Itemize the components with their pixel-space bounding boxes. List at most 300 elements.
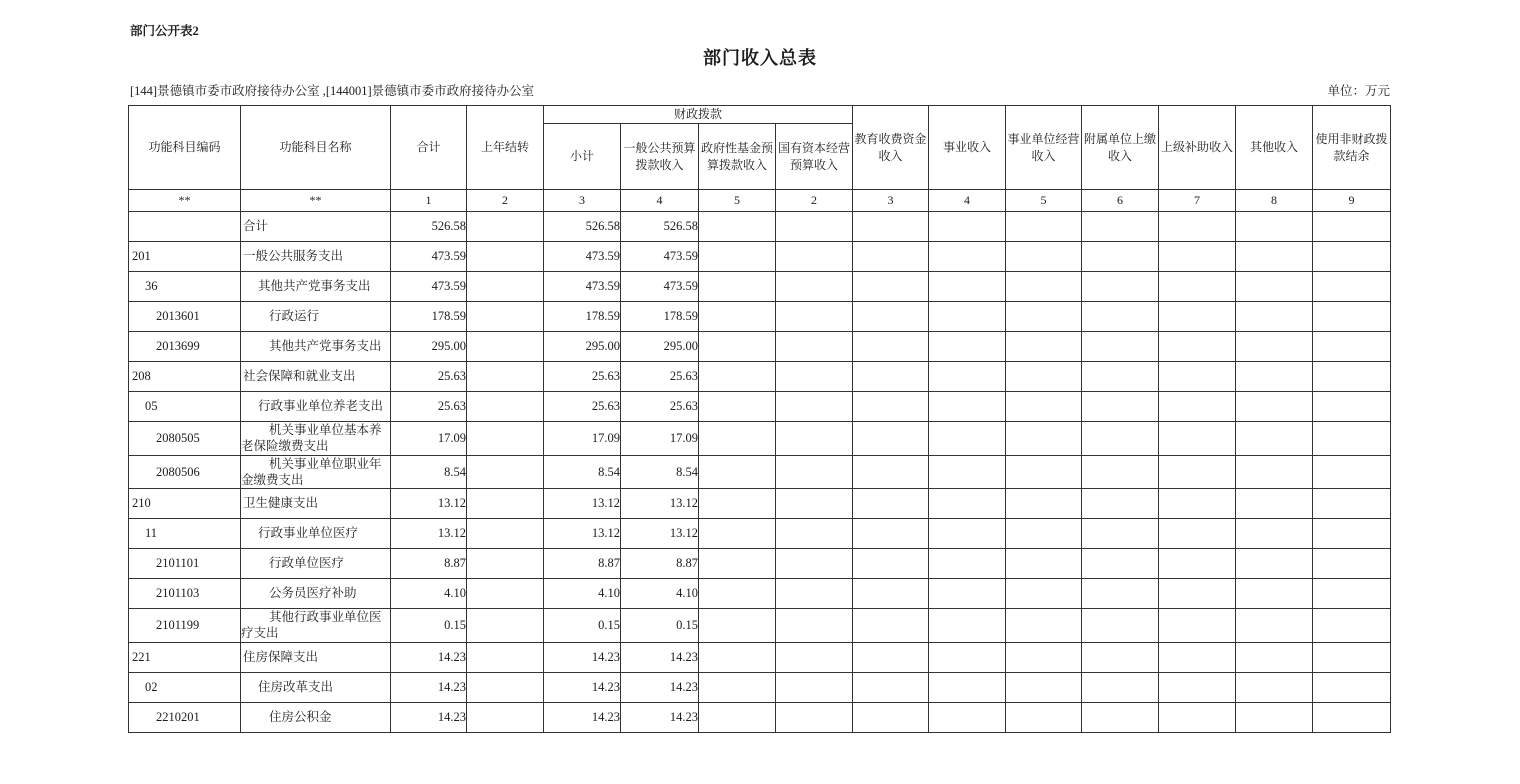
- row-function-name: 行政单位医疗: [241, 549, 391, 579]
- row-value: 295.00: [621, 332, 699, 362]
- row-function-name: 公务员医疗补助: [241, 579, 391, 609]
- table-row: [129, 272, 1391, 302]
- row-value: [929, 302, 1006, 332]
- row-value: [776, 242, 853, 272]
- budget-income-table: [128, 105, 1391, 733]
- row-function-name: 社会保障和就业支出: [241, 362, 391, 392]
- row-value: [1082, 272, 1159, 302]
- row-value: [1082, 212, 1159, 242]
- table-row: [129, 302, 1391, 332]
- row-value: [776, 609, 853, 643]
- row-value: [1313, 642, 1391, 672]
- col-num: 4: [929, 190, 1006, 212]
- row-value: [776, 302, 853, 332]
- row-value: [699, 455, 776, 489]
- row-value: [1236, 332, 1313, 362]
- col-num: 2: [467, 190, 544, 212]
- row-value: [776, 489, 853, 519]
- row-value: [1082, 422, 1159, 456]
- row-value: [467, 642, 544, 672]
- row-value: 0.15: [621, 609, 699, 643]
- row-value: [929, 212, 1006, 242]
- row-value: [1006, 362, 1082, 392]
- row-function-code: 2080506: [129, 455, 241, 489]
- row-value: [929, 672, 1006, 702]
- row-value: [1236, 519, 1313, 549]
- row-function-code: 36: [129, 272, 241, 302]
- row-value: [1313, 579, 1391, 609]
- row-value: 4.10: [391, 579, 467, 609]
- group-header-fiscal-allocation: 财政拨款: [544, 106, 853, 124]
- col-header-total: 合计: [391, 106, 467, 190]
- row-value: [929, 455, 1006, 489]
- row-function-code: 210: [129, 489, 241, 519]
- row-value: [1159, 455, 1236, 489]
- row-value: [1159, 302, 1236, 332]
- row-value: 25.63: [544, 362, 621, 392]
- row-function-code: 221: [129, 642, 241, 672]
- row-value: [853, 362, 929, 392]
- row-value: [1006, 672, 1082, 702]
- row-value: 473.59: [544, 242, 621, 272]
- row-value: [1236, 609, 1313, 643]
- table-row: [129, 455, 1391, 489]
- row-value: 473.59: [621, 242, 699, 272]
- row-value: [929, 702, 1006, 732]
- row-function-code: [129, 212, 241, 242]
- row-function-name: 合计: [241, 212, 391, 242]
- row-value: [1159, 549, 1236, 579]
- row-value: [1006, 455, 1082, 489]
- row-value: [1313, 672, 1391, 702]
- table-body: [129, 212, 1391, 733]
- col-num: **: [129, 190, 241, 212]
- row-value: [1159, 489, 1236, 519]
- row-value: 473.59: [621, 272, 699, 302]
- row-value: 25.63: [621, 392, 699, 422]
- col-num: 3: [544, 190, 621, 212]
- col-num: 1: [391, 190, 467, 212]
- row-value: [467, 302, 544, 332]
- row-value: [1236, 672, 1313, 702]
- col-header-non-fiscal-balance: 使用非财政拨款结余: [1313, 106, 1391, 190]
- row-value: [776, 579, 853, 609]
- col-header-function-code: 功能科目编码: [129, 106, 241, 190]
- row-value: [1006, 302, 1082, 332]
- row-value: 25.63: [391, 362, 467, 392]
- row-value: 25.63: [544, 392, 621, 422]
- row-value: 13.12: [544, 519, 621, 549]
- row-value: [853, 212, 929, 242]
- row-value: [467, 392, 544, 422]
- col-num: 3: [853, 190, 929, 212]
- row-value: [1006, 549, 1082, 579]
- row-value: [1313, 212, 1391, 242]
- col-header-government-fund-budget-income: 政府性基金预算拨款收入: [699, 124, 776, 190]
- col-header-other-income: 其他收入: [1236, 106, 1313, 190]
- row-value: [699, 242, 776, 272]
- row-value: [1159, 392, 1236, 422]
- row-value: [1236, 212, 1313, 242]
- row-value: [853, 642, 929, 672]
- table-row: [129, 609, 1391, 643]
- row-value: [699, 519, 776, 549]
- table-row: [129, 549, 1391, 579]
- col-num: 4: [621, 190, 699, 212]
- row-value: [776, 212, 853, 242]
- row-function-name: 卫生健康支出: [241, 489, 391, 519]
- row-value: 14.23: [544, 702, 621, 732]
- page-title: 部门收入总表: [703, 48, 817, 68]
- row-value: [467, 362, 544, 392]
- row-value: [467, 422, 544, 456]
- row-value: [699, 392, 776, 422]
- col-header-education-fee-income: 教育收费资金收入: [853, 106, 929, 190]
- row-value: [1006, 702, 1082, 732]
- row-value: [1313, 302, 1391, 332]
- row-value: [1006, 519, 1082, 549]
- col-num: 6: [1082, 190, 1159, 212]
- row-value: 14.23: [621, 702, 699, 732]
- row-value: [1082, 455, 1159, 489]
- row-value: [776, 392, 853, 422]
- row-value: [1313, 549, 1391, 579]
- row-value: [699, 212, 776, 242]
- row-value: 473.59: [391, 242, 467, 272]
- row-function-code: 2210201: [129, 702, 241, 732]
- row-value: 8.87: [621, 549, 699, 579]
- row-function-name: 行政事业单位医疗: [241, 519, 391, 549]
- row-value: [1006, 422, 1082, 456]
- row-value: [1313, 519, 1391, 549]
- row-value: 25.63: [621, 362, 699, 392]
- row-value: [1159, 242, 1236, 272]
- row-value: [699, 362, 776, 392]
- row-value: [1082, 242, 1159, 272]
- row-value: 8.54: [391, 455, 467, 489]
- col-header-superior-subsidy-income: 上级补助收入: [1159, 106, 1236, 190]
- row-value: 13.12: [544, 489, 621, 519]
- row-value: [1313, 242, 1391, 272]
- row-value: [699, 702, 776, 732]
- row-value: [853, 672, 929, 702]
- row-value: [1006, 212, 1082, 242]
- column-number-row: [129, 190, 1391, 212]
- row-value: [467, 519, 544, 549]
- row-function-name: 其他共产党事务支出: [241, 272, 391, 302]
- row-value: [776, 672, 853, 702]
- row-value: [1236, 272, 1313, 302]
- col-header-general-public-budget-income: 一般公共预算拨款收入: [621, 124, 699, 190]
- row-value: [1313, 609, 1391, 643]
- row-value: [1006, 272, 1082, 302]
- row-value: [853, 455, 929, 489]
- row-value: [1006, 332, 1082, 362]
- row-value: [1236, 579, 1313, 609]
- col-num: 7: [1159, 190, 1236, 212]
- row-value: [699, 302, 776, 332]
- row-value: [853, 242, 929, 272]
- row-value: [699, 422, 776, 456]
- row-value: 8.87: [391, 549, 467, 579]
- row-value: [1159, 212, 1236, 242]
- row-value: [1236, 489, 1313, 519]
- row-value: [1236, 302, 1313, 332]
- table-row: [129, 489, 1391, 519]
- row-function-code: 2101103: [129, 579, 241, 609]
- row-value: [853, 579, 929, 609]
- row-value: [1006, 242, 1082, 272]
- row-value: [1082, 642, 1159, 672]
- row-value: 14.23: [391, 642, 467, 672]
- row-function-code: 2013601: [129, 302, 241, 332]
- row-function-name: 行政运行: [241, 302, 391, 332]
- row-value: 14.23: [391, 702, 467, 732]
- row-value: 178.59: [621, 302, 699, 332]
- row-value: [1159, 519, 1236, 549]
- row-value: 8.54: [544, 455, 621, 489]
- row-function-code: 2101101: [129, 549, 241, 579]
- row-value: [929, 609, 1006, 643]
- row-function-code: 05: [129, 392, 241, 422]
- row-value: [1313, 455, 1391, 489]
- row-value: 13.12: [391, 489, 467, 519]
- table-row: [129, 392, 1391, 422]
- row-function-name: 行政事业单位养老支出: [241, 392, 391, 422]
- row-value: [1159, 579, 1236, 609]
- row-value: 17.09: [391, 422, 467, 456]
- row-value: [929, 332, 1006, 362]
- row-value: [853, 332, 929, 362]
- row-value: [853, 392, 929, 422]
- row-value: 17.09: [544, 422, 621, 456]
- row-value: 295.00: [544, 332, 621, 362]
- row-value: [776, 455, 853, 489]
- table-row: [129, 212, 1391, 242]
- row-value: 14.23: [544, 642, 621, 672]
- row-value: [699, 609, 776, 643]
- row-value: [1082, 519, 1159, 549]
- table-header: [129, 106, 1391, 212]
- row-function-name: 其他行政事业单位医疗支出: [241, 609, 391, 643]
- row-function-name: 机关事业单位基本养老保险缴费支出: [241, 422, 391, 456]
- row-value: 0.15: [544, 609, 621, 643]
- row-value: [1006, 579, 1082, 609]
- row-value: [1006, 609, 1082, 643]
- row-value: [699, 549, 776, 579]
- row-value: [699, 642, 776, 672]
- row-value: [1159, 672, 1236, 702]
- row-value: 8.87: [544, 549, 621, 579]
- row-value: [1006, 642, 1082, 672]
- row-function-code: 208: [129, 362, 241, 392]
- unit-label: 单位：万元: [1327, 84, 1390, 98]
- row-value: [1313, 702, 1391, 732]
- row-value: 473.59: [544, 272, 621, 302]
- row-value: [467, 702, 544, 732]
- row-value: [1236, 549, 1313, 579]
- row-value: [1082, 672, 1159, 702]
- row-value: [1082, 702, 1159, 732]
- row-value: [1082, 549, 1159, 579]
- row-function-code: 02: [129, 672, 241, 702]
- col-num: **: [241, 190, 391, 212]
- row-value: [929, 392, 1006, 422]
- row-value: [776, 272, 853, 302]
- table-row: [129, 519, 1391, 549]
- row-value: [853, 302, 929, 332]
- row-value: [467, 455, 544, 489]
- row-value: [467, 212, 544, 242]
- row-value: [1082, 489, 1159, 519]
- row-value: 526.58: [621, 212, 699, 242]
- organization-line: [144]景德镇市委市政府接待办公室 ,[144001]景德镇市委市政府接待办公室: [130, 84, 535, 98]
- col-header-business-unit-operating-income: 事业单位经营收入: [1006, 106, 1082, 190]
- row-value: [1082, 392, 1159, 422]
- row-function-name: 住房改革支出: [241, 672, 391, 702]
- col-header-subordinate-unit-remittance: 附属单位上缴收入: [1082, 106, 1159, 190]
- row-value: [853, 702, 929, 732]
- row-value: [1082, 332, 1159, 362]
- row-value: 13.12: [621, 519, 699, 549]
- row-value: [1236, 455, 1313, 489]
- row-value: [467, 672, 544, 702]
- row-value: [1159, 332, 1236, 362]
- row-value: [1236, 392, 1313, 422]
- row-value: [929, 489, 1006, 519]
- table-row: [129, 579, 1391, 609]
- row-value: [1236, 242, 1313, 272]
- row-value: [1006, 392, 1082, 422]
- row-value: [1006, 489, 1082, 519]
- row-function-code: 2013699: [129, 332, 241, 362]
- row-value: [1159, 272, 1236, 302]
- row-value: [467, 549, 544, 579]
- row-value: [929, 242, 1006, 272]
- row-value: 14.23: [544, 672, 621, 702]
- table-row: [129, 332, 1391, 362]
- table-row: [129, 362, 1391, 392]
- row-value: 526.58: [391, 212, 467, 242]
- row-value: 4.10: [621, 579, 699, 609]
- row-value: 17.09: [621, 422, 699, 456]
- table-row: [129, 642, 1391, 672]
- row-value: [467, 609, 544, 643]
- row-function-code: 11: [129, 519, 241, 549]
- row-value: [929, 519, 1006, 549]
- col-num: 9: [1313, 190, 1391, 212]
- row-value: [1159, 609, 1236, 643]
- row-function-name: 机关事业单位职业年金缴费支出: [241, 455, 391, 489]
- row-value: [1313, 422, 1391, 456]
- row-value: [467, 489, 544, 519]
- row-value: [699, 272, 776, 302]
- row-value: 178.59: [391, 302, 467, 332]
- row-function-name: 一般公共服务支出: [241, 242, 391, 272]
- row-value: [699, 672, 776, 702]
- row-function-name: 住房保障支出: [241, 642, 391, 672]
- row-value: [776, 519, 853, 549]
- row-value: [1313, 489, 1391, 519]
- col-header-state-capital-budget-income: 国有资本经营预算收入: [776, 124, 853, 190]
- col-header-function-name: 功能科目名称: [241, 106, 391, 190]
- row-value: 4.10: [544, 579, 621, 609]
- row-value: [776, 642, 853, 672]
- row-value: [853, 489, 929, 519]
- col-num: 8: [1236, 190, 1313, 212]
- row-value: [853, 422, 929, 456]
- row-value: [929, 579, 1006, 609]
- col-num: 5: [699, 190, 776, 212]
- row-value: [929, 642, 1006, 672]
- row-value: 526.58: [544, 212, 621, 242]
- row-value: [467, 272, 544, 302]
- table-row: [129, 422, 1391, 456]
- row-value: [853, 609, 929, 643]
- row-value: [929, 422, 1006, 456]
- row-value: [1159, 362, 1236, 392]
- doc-label: 部门公开表2: [130, 24, 199, 38]
- row-value: [853, 519, 929, 549]
- row-value: [1313, 332, 1391, 362]
- row-value: [776, 549, 853, 579]
- row-value: [1236, 362, 1313, 392]
- col-header-carryover: 上年结转: [467, 106, 544, 190]
- row-function-name: 其他共产党事务支出: [241, 332, 391, 362]
- row-value: [1313, 272, 1391, 302]
- row-value: [699, 489, 776, 519]
- row-function-code: 2101199: [129, 609, 241, 643]
- row-value: 25.63: [391, 392, 467, 422]
- row-value: 473.59: [391, 272, 467, 302]
- row-value: 14.23: [621, 672, 699, 702]
- row-value: 14.23: [621, 642, 699, 672]
- row-value: [1236, 702, 1313, 732]
- row-value: [929, 549, 1006, 579]
- row-value: [1159, 702, 1236, 732]
- row-value: [1082, 579, 1159, 609]
- row-function-code: 2080505: [129, 422, 241, 456]
- row-value: [1082, 302, 1159, 332]
- col-num: 5: [1006, 190, 1082, 212]
- row-value: 295.00: [391, 332, 467, 362]
- row-value: [1159, 642, 1236, 672]
- table-row: [129, 702, 1391, 732]
- row-value: [1313, 392, 1391, 422]
- row-function-code: 201: [129, 242, 241, 272]
- row-value: [1313, 362, 1391, 392]
- row-value: [1082, 362, 1159, 392]
- row-value: [929, 272, 1006, 302]
- row-value: 13.12: [391, 519, 467, 549]
- row-value: 8.54: [621, 455, 699, 489]
- row-value: [776, 702, 853, 732]
- row-value: [1236, 422, 1313, 456]
- row-value: [1236, 642, 1313, 672]
- row-value: [853, 549, 929, 579]
- row-value: 14.23: [391, 672, 467, 702]
- table-row: [129, 672, 1391, 702]
- row-function-name: 住房公积金: [241, 702, 391, 732]
- col-header-subtotal: 小计: [544, 124, 621, 190]
- row-value: [776, 422, 853, 456]
- row-value: 178.59: [544, 302, 621, 332]
- row-value: [467, 242, 544, 272]
- row-value: [853, 272, 929, 302]
- row-value: [699, 332, 776, 362]
- row-value: [776, 362, 853, 392]
- table-row: [129, 242, 1391, 272]
